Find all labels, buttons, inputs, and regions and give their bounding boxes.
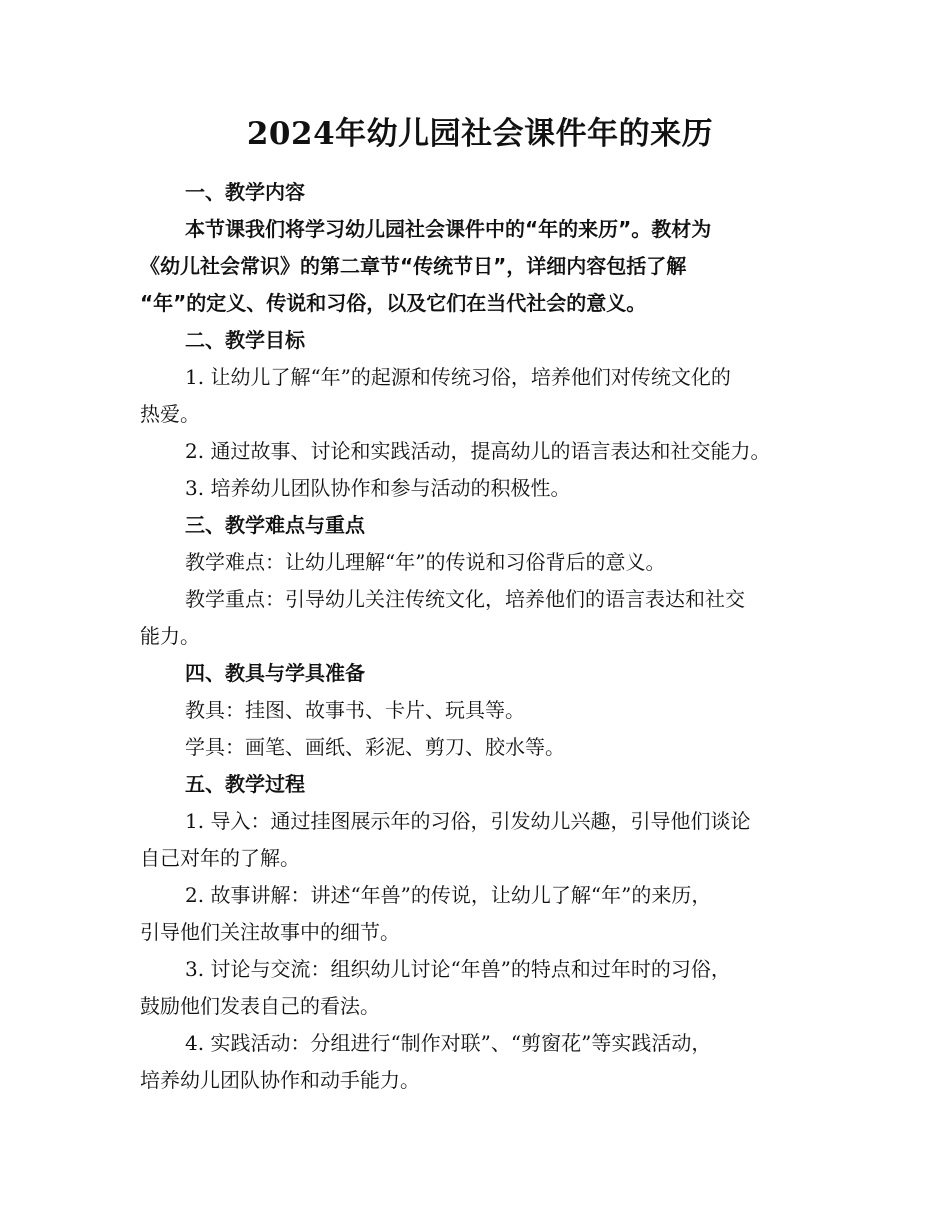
section-teaching-process xyxy=(140,766,820,1099)
section-teaching-content xyxy=(140,174,820,322)
paragraph xyxy=(140,581,820,655)
list-item xyxy=(140,877,820,951)
paragraph-line: 自己对年的了解。 xyxy=(140,846,300,870)
paragraph-line: 教学重点：引导幼儿关注传统文化，培养他们的语言表达和社交 xyxy=(185,587,745,611)
paragraph-line: 3. 培养幼儿团队协作和参与活动的积极性。 xyxy=(185,476,571,500)
paragraph-line: 引导他们关注故事中的细节。 xyxy=(140,920,400,944)
document-content xyxy=(140,112,820,1099)
paragraph-line: 4. 实践活动：分组进行“制作对联”、“剪窗花”等实践活动， xyxy=(185,1031,712,1055)
paragraph-line: 热爱。 xyxy=(140,402,200,426)
paragraph-line: 3. 讨论与交流：组织幼儿讨论“年兽”的特点和过年时的习俗， xyxy=(185,957,731,981)
list-item xyxy=(140,470,820,507)
paragraph-line: 1. 导入：通过挂图展示年的习俗，引发幼儿兴趣，引导他们谈论 xyxy=(185,809,751,833)
list-item xyxy=(140,1025,820,1099)
list-item xyxy=(140,803,820,877)
paragraph-line: 1. 让幼儿了解“年”的起源和传统习俗，培养他们对传统文化的 xyxy=(185,365,731,389)
section-heading: 一、教学内容 xyxy=(185,180,305,204)
paragraph-line: 2. 故事讲解：讲述“年兽”的传说，让幼儿了解“年”的来历， xyxy=(185,883,712,907)
paragraph-line: 教具：挂图、故事书、卡片、玩具等。 xyxy=(185,698,525,722)
document-title: 2024年幼儿园社会课件年的来历 xyxy=(246,116,714,152)
paragraph xyxy=(140,544,820,581)
section-materials xyxy=(140,655,820,766)
paragraph xyxy=(140,692,820,729)
list-item xyxy=(140,951,820,1025)
section-heading: 五、教学过程 xyxy=(185,772,305,796)
paragraph-line: 教学难点：让幼儿理解“年”的传说和习俗背后的意义。 xyxy=(185,550,666,574)
paragraph-line: 《幼儿社会常识》的第二章节“传统节日”，详细内容包括了解 xyxy=(140,254,687,278)
paragraph xyxy=(140,211,820,322)
paragraph-line: 培养幼儿团队协作和动手能力。 xyxy=(140,1068,420,1092)
paragraph-line: 本节课我们将学习幼儿园社会课件中的“年的来历”。教材为 xyxy=(185,217,712,241)
paragraph xyxy=(140,729,820,766)
paragraph-line: 能力。 xyxy=(140,624,200,648)
paragraph-line: 学具：画笔、画纸、彩泥、剪刀、胶水等。 xyxy=(185,735,565,759)
paragraph-line: 鼓励他们发表自己的看法。 xyxy=(140,994,380,1018)
paragraph-line: 2. 通过故事、讨论和实践活动，提高幼儿的语言表达和社交能力。 xyxy=(185,439,771,463)
section-heading: 二、教学目标 xyxy=(185,328,305,352)
section-heading: 三、教学难点与重点 xyxy=(185,513,365,537)
section-heading: 四、教具与学具准备 xyxy=(185,661,365,685)
list-item xyxy=(140,359,820,433)
section-difficulties-focus xyxy=(140,507,820,655)
list-item xyxy=(140,433,820,470)
section-teaching-goals xyxy=(140,322,820,507)
paragraph-line: “年”的定义、传说和习俗，以及它们在当代社会的意义。 xyxy=(140,291,647,315)
